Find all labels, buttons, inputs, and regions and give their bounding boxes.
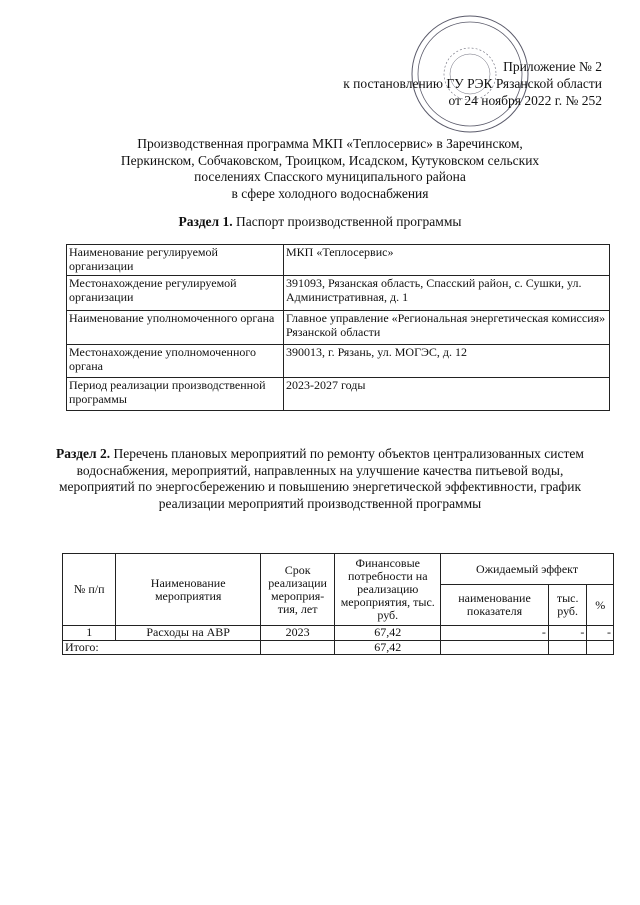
section-1-label: Раздел 1. [178, 214, 233, 229]
total-row [63, 640, 614, 655]
cell-thousand: - [548, 626, 587, 641]
header-finance: Финансовые потребности на реализацию мероприятия, тыс. руб. [335, 554, 441, 626]
total-term-empty [260, 640, 335, 655]
total-indicator-empty [441, 640, 549, 655]
header-effect: Ожидаемый эффект [441, 554, 614, 585]
total-finance: 67,42 [335, 640, 441, 655]
passport-key: Местонахождение уполномоченного органа [67, 345, 284, 378]
passport-row [67, 311, 610, 345]
cell-indicator: - [441, 626, 549, 641]
passport-key: Период реализации производственной программы [67, 378, 284, 411]
cell-name: Расходы на АВР [116, 626, 260, 641]
passport-row [67, 245, 610, 276]
cell-finance: 67,42 [335, 626, 441, 641]
passport-row [67, 378, 610, 411]
title-line-2: Перкинском, Собчаковском, Троицком, Исадском, Кутуковском сельских [120, 152, 540, 168]
section-1-text: Паспорт производственной программы [235, 214, 462, 229]
header-percent: % [587, 585, 614, 626]
appendix-line-3: от 24 ноября 2022 г. № 252 [448, 93, 602, 108]
section-2-text: Перечень плановых мероприятий по ремонту объектов централизованных систем водоснабжения, мероприятий, направленных на улучшение качества питьевой воды, мероприятий по энергосбережению и повышению энергетической эффективности, график реализации мероприятий производственной программы [58, 446, 584, 511]
passport-value: 391093, Рязанская область, Спасский район, с. Сушки, ул. Административная, д. 1 [284, 276, 610, 311]
total-percent-empty [587, 640, 614, 655]
passport-value: МКП «Теплосервис» [284, 245, 610, 276]
events-table [62, 553, 614, 655]
table-row [63, 626, 614, 641]
header-num: № п/п [63, 554, 116, 626]
total-label: Итого: [63, 640, 261, 655]
cell-term: 2023 [260, 626, 335, 641]
passport-key: Местонахождение регулируемой организации [67, 276, 284, 311]
document-title [70, 136, 590, 202]
cell-num: 1 [63, 626, 116, 641]
passport-row [67, 345, 610, 378]
total-thousand-empty [548, 640, 587, 655]
passport-value: 2023-2027 годы [284, 378, 610, 411]
title-line-3: поселениях Спасского муниципального района [194, 169, 466, 184]
title-line-1: Производственная программа МКП «Теплосервис» в Заречинском, [137, 136, 523, 151]
header-name: Наименование мероприятия [116, 554, 260, 626]
header-term: Срок реализации мероприя-тия, лет [260, 554, 335, 626]
passport-value: Главное управление «Региональная энергетическая комиссия» Рязанской области [284, 311, 610, 345]
passport-value: 390013, г. Рязань, ул. МОГЭС, д. 12 [284, 345, 610, 378]
appendix-line-2: к постановлению ГУ РЭК Рязанской области [343, 76, 602, 91]
passport-key: Наименование уполномоченного органа [67, 311, 284, 345]
cell-percent: - [587, 626, 614, 641]
header-thousand: тыс. руб. [548, 585, 587, 626]
passport-row [67, 276, 610, 311]
title-line-4: в сфере холодного водоснабжения [231, 185, 429, 201]
section-2-label: Раздел 2. [56, 446, 111, 461]
section-2-heading [40, 446, 600, 512]
appendix-line-1: Приложение № 2 [503, 59, 602, 74]
section-1-heading [40, 214, 600, 231]
header-indicator: наименование показателя [441, 585, 549, 626]
events-header-row [63, 554, 614, 585]
passport-table [66, 244, 610, 411]
appendix-block [272, 58, 602, 109]
passport-key: Наименование регулируемой организации [67, 245, 284, 276]
